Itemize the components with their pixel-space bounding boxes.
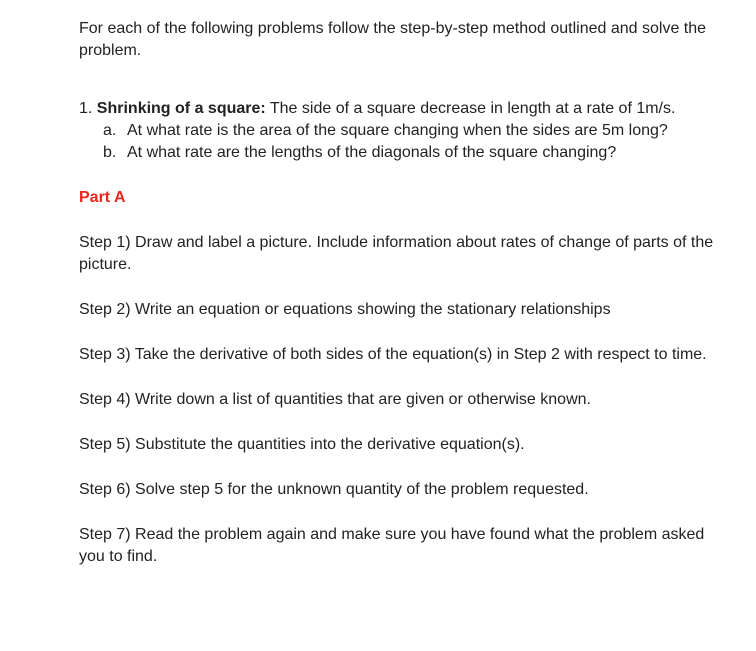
step-4: Step 4) Write down a list of quantities that are given or otherwise known. xyxy=(79,391,591,408)
subpart-a xyxy=(79,120,719,142)
problem-number: 1. xyxy=(79,100,93,117)
step-5: Step 5) Substitute the quantities into the derivative equation(s). xyxy=(79,436,525,453)
problem-title: Shrinking of a square: xyxy=(96,100,266,117)
step-7: Step 7) Read the problem again and make sure you have found what the problem asked you to find. xyxy=(79,526,705,565)
problem-text: The side of a square decrease in length at a rate of 1m/s. xyxy=(269,100,676,117)
subpart-b-text: At what rate are the lengths of the diagonals of the square changing? xyxy=(127,144,617,161)
step-3: Step 3) Take the derivative of both sides of the equation(s) in Step 2 with respect to time. xyxy=(79,346,707,363)
step-1: Step 1) Draw and label a picture. Include information about rates of change of parts of the picture. xyxy=(79,234,714,273)
step-2: Step 2) Write an equation or equations showing the stationary relationships xyxy=(79,301,611,318)
step-6: Step 6) Solve step 5 for the unknown quantity of the problem requested. xyxy=(79,481,589,498)
subpart-a-marker: a. xyxy=(103,122,117,139)
subpart-a-text: At what rate is the area of the square changing when the sides are 5m long? xyxy=(127,122,668,139)
problem-subparts xyxy=(79,120,719,164)
subpart-b xyxy=(79,142,719,164)
instructions-paragraph: For each of the following problems follow the step-by-step method outlined and solve the problem. xyxy=(79,20,707,59)
subpart-b-marker: b. xyxy=(103,144,117,161)
document-page xyxy=(79,18,719,568)
part-a-heading: Part A xyxy=(79,189,126,206)
problem-statement xyxy=(79,98,719,120)
